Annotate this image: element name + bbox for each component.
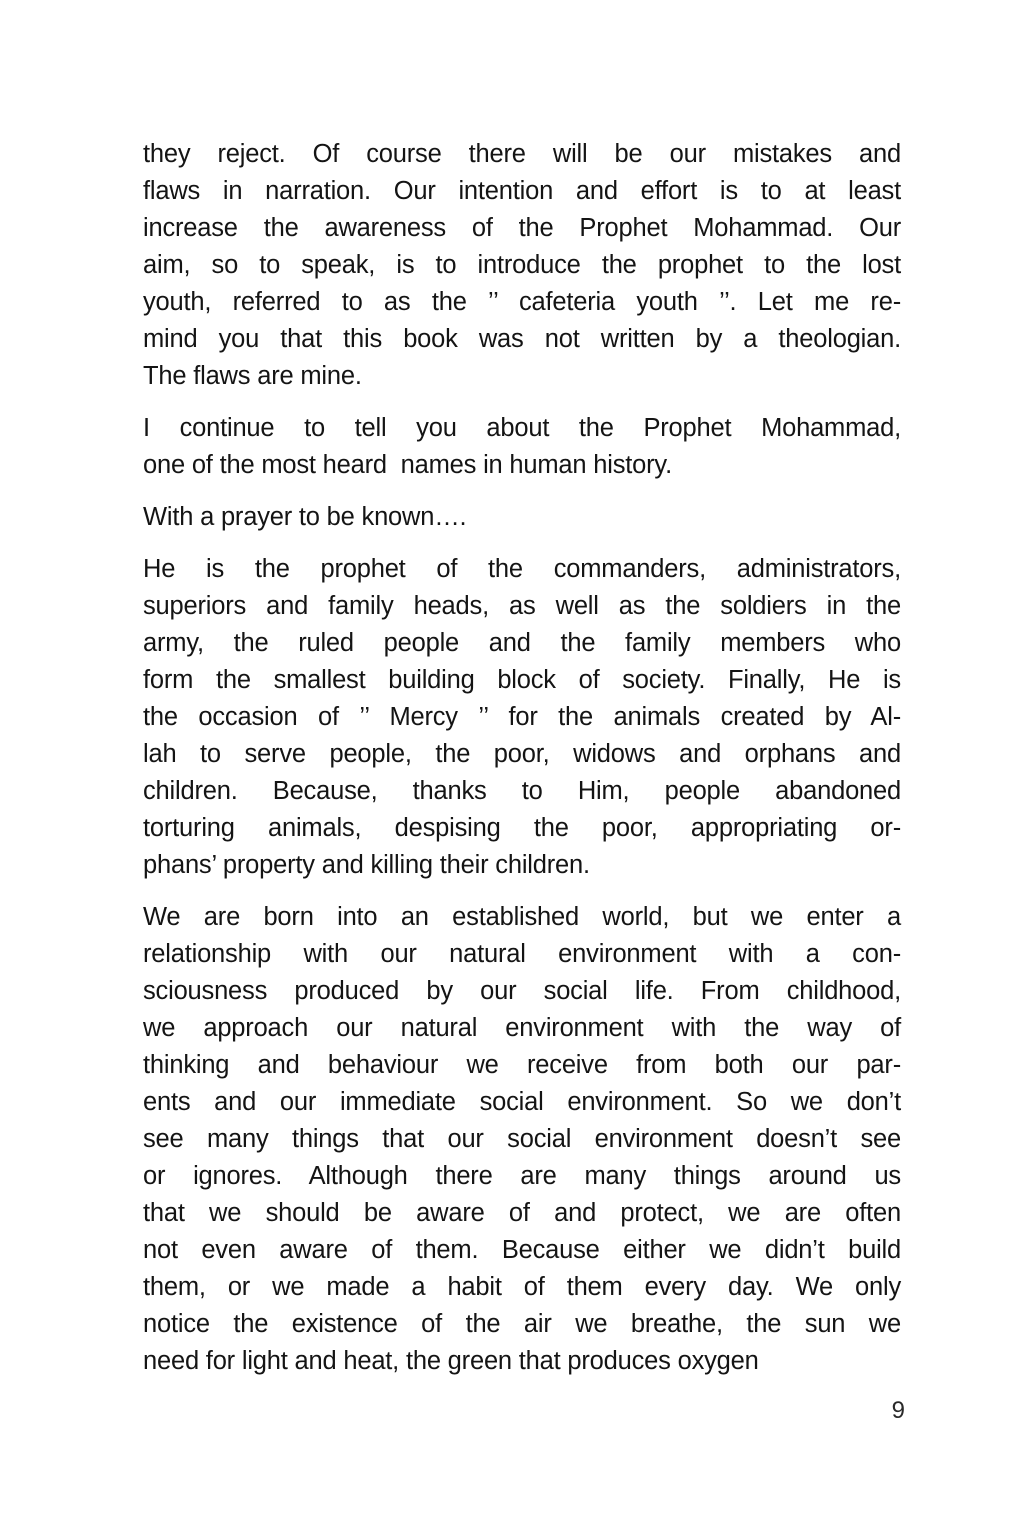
text-line: youth, referred to as the ’’ cafeteria youth ’’. Let me re- — [143, 288, 901, 316]
page-number: 9 — [891, 1397, 905, 1424]
text-line: not even aware of them. Because either we didn’t build — [143, 1236, 901, 1264]
text-line: the occasion of ’’ Mercy ’’ for the animals created by Al- — [143, 703, 901, 731]
text-line: them, or we made a habit of them every day. We only — [143, 1273, 901, 1301]
text-line: ents and our immediate social environment. So we don’t — [143, 1088, 901, 1116]
text-line: The flaws are mine. — [143, 362, 362, 390]
text-line: one of the most heard names in human history. — [143, 451, 672, 479]
text-line: We are born into an established world, but we enter a — [143, 903, 901, 931]
paragraph-2 — [143, 410, 901, 484]
text-line: see many things that our social environment doesn’t see — [143, 1125, 901, 1153]
text-line: lah to serve people, the poor, widows and orphans and — [143, 740, 901, 768]
text-line: we approach our natural environment with the way of — [143, 1014, 901, 1042]
text-line: increase the awareness of the Prophet Mohammad. Our — [143, 214, 901, 242]
text-line: superiors and family heads, as well as the soldiers in the — [143, 592, 901, 620]
text-line: sciousness produced by our social life. From childhood, — [143, 977, 901, 1005]
text-line: need for light and heat, the green that produces oxygen — [143, 1347, 759, 1375]
body-text — [143, 136, 901, 1395]
paragraph-4 — [143, 551, 901, 884]
text-line: notice the existence of the air we breathe, the sun we — [143, 1310, 901, 1338]
text-line: torturing animals, despising the poor, appropriating or- — [143, 814, 901, 842]
text-line: army, the ruled people and the family members who — [143, 629, 901, 657]
paragraph-5 — [143, 899, 901, 1380]
text-line: they reject. Of course there will be our mistakes and — [143, 140, 901, 168]
paragraph-3 — [143, 499, 901, 536]
text-line: relationship with our natural environment with a con- — [143, 940, 901, 968]
text-line: that we should be aware of and protect, we are often — [143, 1199, 901, 1227]
text-line: flaws in narration. Our intention and effort is to at least — [143, 177, 901, 205]
text-line: children. Because, thanks to Him, people abandoned — [143, 777, 901, 805]
text-line: thinking and behaviour we receive from both our par- — [143, 1051, 901, 1079]
text-line: mind you that this book was not written by a theologian. — [143, 325, 901, 353]
text-line: I continue to tell you about the Prophet Mohammad, — [143, 414, 901, 442]
text-line: or ignores. Although there are many things around us — [143, 1162, 901, 1190]
text-line: phans’ property and killing their children. — [143, 851, 590, 879]
paragraph-1 — [143, 136, 901, 395]
text-line: aim, so to speak, is to introduce the prophet to the lost — [143, 251, 901, 279]
text-line: He is the prophet of the commanders, administrators, — [143, 555, 901, 583]
text-line: With a prayer to be known…. — [143, 503, 467, 531]
text-line: form the smallest building block of society. Finally, He is — [143, 666, 901, 694]
